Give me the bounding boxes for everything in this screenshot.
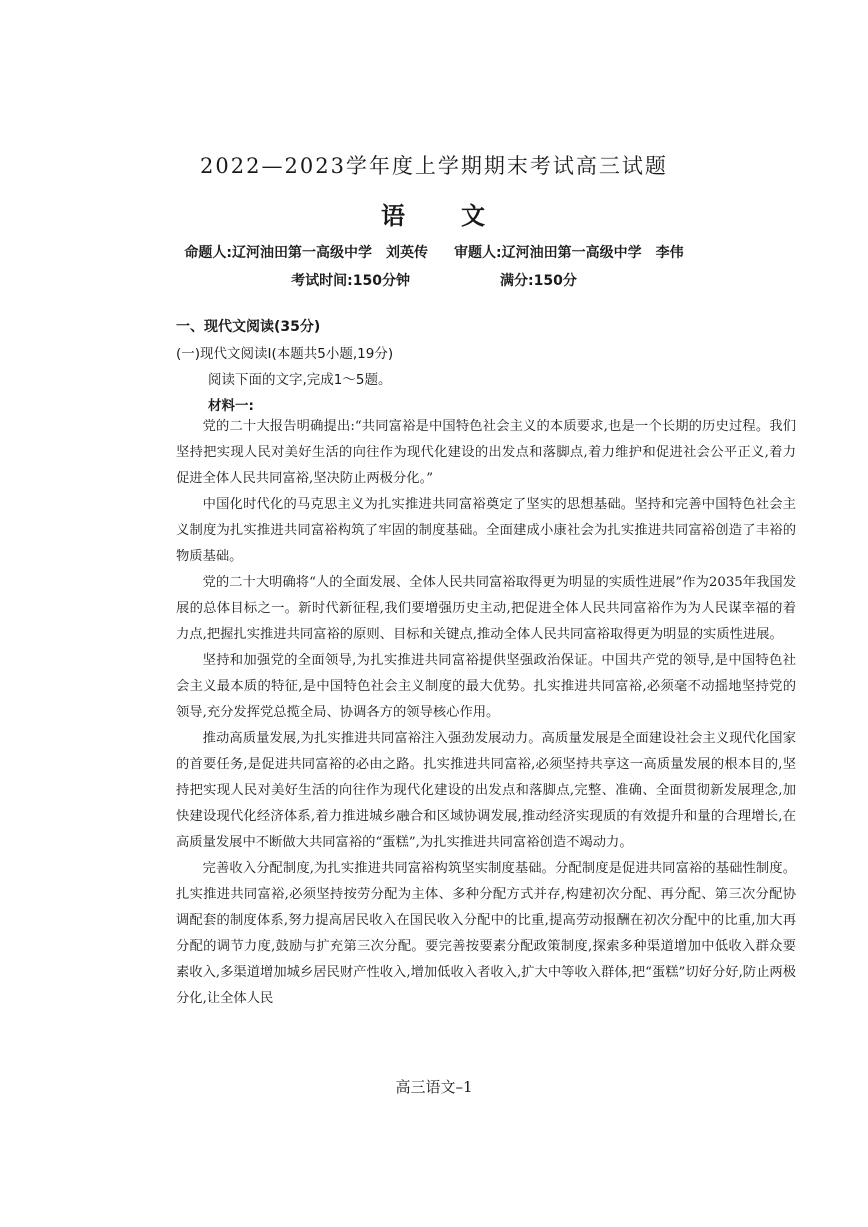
subject-char-1: 语 — [381, 202, 407, 230]
section-heading: 一、现代文阅读(35分) — [176, 319, 321, 335]
material-body — [176, 414, 796, 1012]
paragraph: 党的二十大明确将“人的全面发展、全体人民共同富裕取得更为明显的实质性进展”作为2035年我国发展的总体目标之一。新时代新征程,我们要增强历史主动,把促进全体人民共同富裕作为为人民谋幸福的着力点,把握扎实推进共同富裕的原则、目标和关键点,推动全体人民共同富裕取得更为明显的实质性进展。 — [176, 575, 796, 642]
paragraph: 中国化时代化的马克思主义为扎实推进共同富裕奠定了坚实的思想基础。坚持和完善中国特色社会主义制度为扎实推进共同富裕构筑了牢固的制度基础。全面建成小康社会为扎实推进共同富裕创造了丰裕的物质基础。 — [176, 497, 796, 564]
section-subheading: (一)现代文阅读Ⅰ(本题共5小题,19分) — [176, 346, 394, 362]
paragraph: 坚持和加强党的全面领导,为扎实推进共同富裕提供坚强政治保证。中国共产党的领导,是中国特色社会主义最本质的特征,是中国特色社会主义制度的最大优势。扎实推进共同富裕,必须毫不动摇地坚持党的领导,充分发挥党总揽全局、协调各方的领导核心作用。 — [176, 653, 796, 720]
paragraph: 完善收入分配制度,为扎实推进共同富裕构筑坚实制度基础。分配制度是促进共同富裕的基础性制度。扎实推进共同富裕,必须坚持按劳分配为主体、多种分配方式并存,构建初次分配、再分配、第三次分配协调配套的制度体系,努力提高居民收入在国民收入分配中的比重,提高劳动报酬在初次分配中的比重,加大再分配的调节力度,鼓励与扩充第三次分配。要完善按要素分配政策制度,探索多种渠道增加中低收入群众要素收入,多渠道增加城乡居民财产性收入,增加低收入者收入,扩大中等收入群体,把“蛋糕”切好分好,防止两极分化,让全体人民 — [176, 861, 796, 1006]
subject-char-2: 文 — [461, 202, 487, 230]
exam-authors — [0, 242, 868, 262]
material-label: 材料一: — [208, 398, 254, 414]
reviewer-line: 审题人:辽河油田第一高级中学 李伟 — [454, 245, 684, 261]
page-footer: 高三语文–1 — [395, 1078, 473, 1096]
author-line: 命题人:辽河油田第一高级中学 刘英传 — [184, 245, 428, 261]
full-score: 满分:150分 — [500, 273, 577, 289]
subject-title — [0, 196, 868, 231]
paragraph: 推动高质量发展,为扎实推进共同富裕注入强劲发展动力。高质量发展是全面建设社会主义现代化国家的首要任务,是促进共同富裕的必由之路。扎实推进共同富裕,必须坚持共享这一高质量发展的根本目的,坚持把实现人民对美好生活的向往作为现代化建设的出发点和落脚点,完整、准确、全面贯彻新发展理念,加快建设现代化经济体系,着力推进城乡融合和区域协调发展,推动经济实现质的有效提升和量的合理增长,在高质量发展中不断做大共同富裕的“蛋糕”,为扎实推进共同富裕创造不竭动力。 — [176, 731, 796, 850]
reading-instruction: 阅读下面的文字,完成1～5题。 — [208, 372, 392, 388]
exam-time: 考试时间:150分钟 — [291, 273, 410, 289]
exam-title: 2022—2023学年度上学期期末考试高三试题 — [200, 154, 668, 178]
exam-info — [0, 270, 868, 290]
paragraph: 党的二十大报告明确提出:“共同富裕是中国特色社会主义的本质要求,也是一个长期的历史过程。我们坚持把实现人民对美好生活的向往作为现代化建设的出发点和落脚点,着力维护和促进社会公平正义,着力促进全体人民共同富裕,坚决防止两极分化。” — [176, 419, 796, 486]
